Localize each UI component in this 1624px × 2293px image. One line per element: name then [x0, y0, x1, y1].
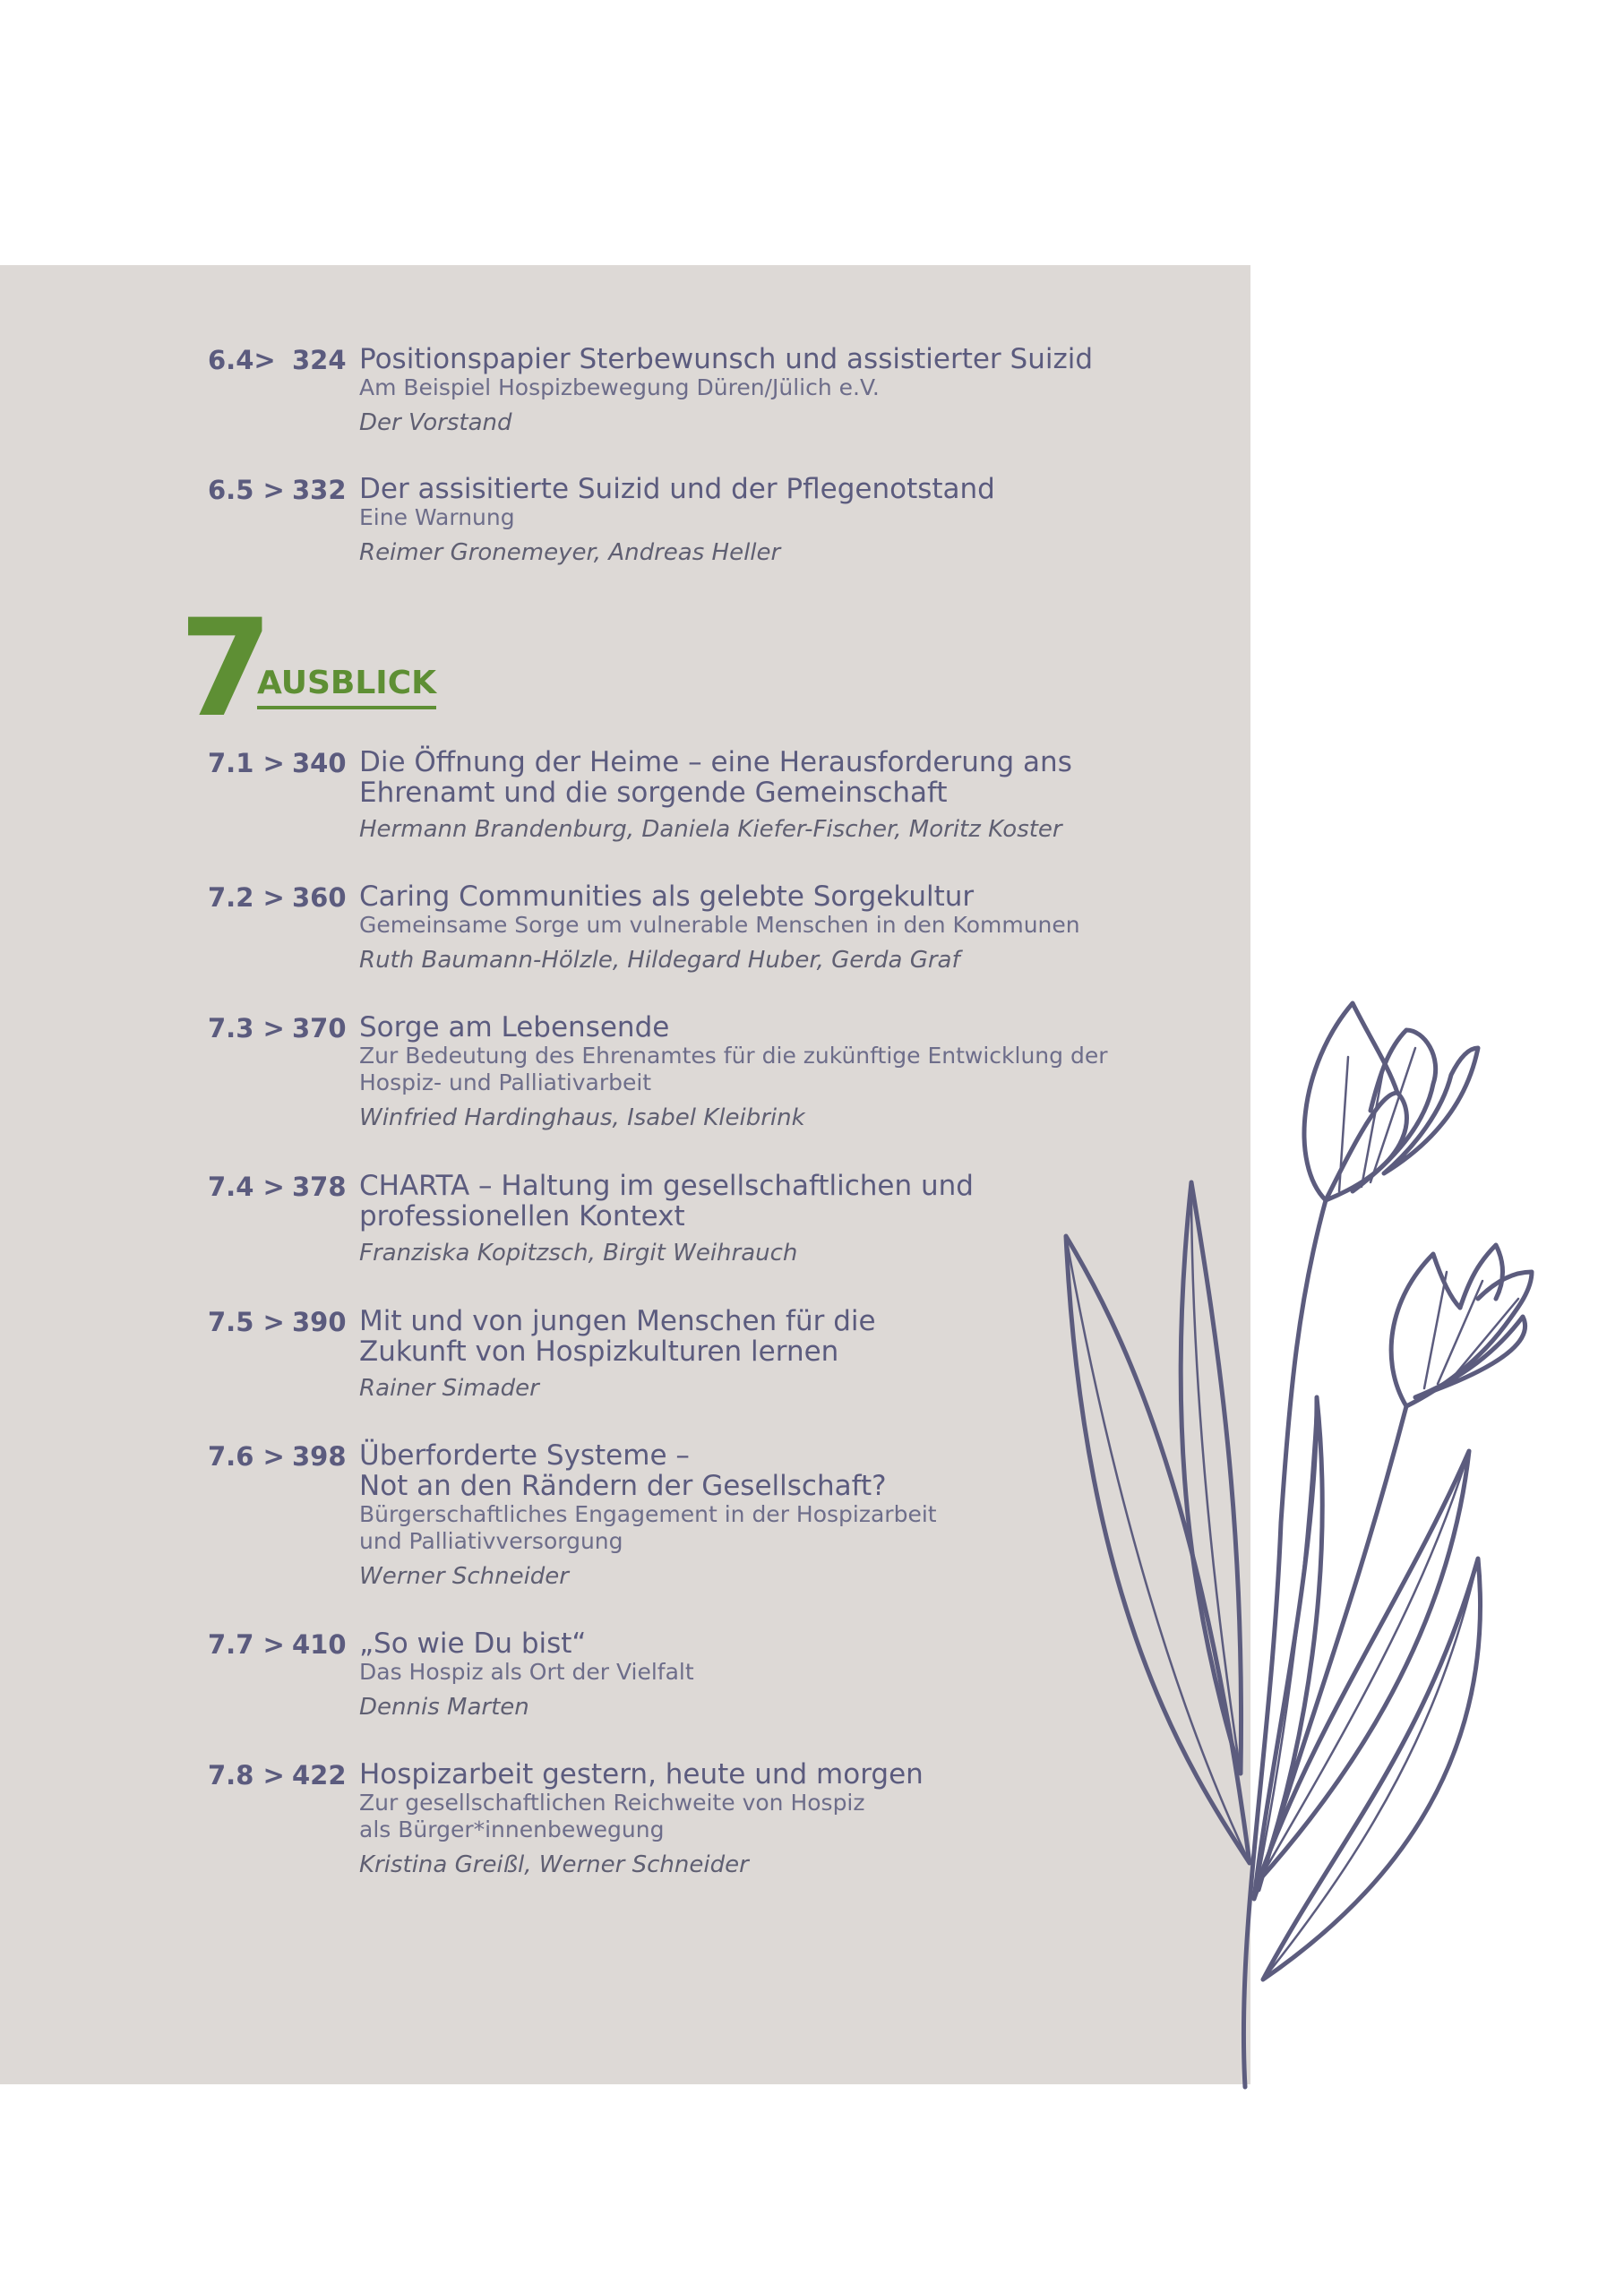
- entry-subtitle: als Bürger*innenbewegung: [359, 1816, 665, 1842]
- entry-author: Reimer Gronemeyer, Andreas Heller: [359, 539, 781, 566]
- page-number: 398: [292, 1441, 347, 1472]
- section-number: 7.5 >: [208, 1307, 285, 1337]
- section-number: 7.8 >: [208, 1760, 285, 1791]
- section-number: 6.5 >: [208, 475, 285, 505]
- entry-title: Not an den Rändern der Gesellschaft?: [359, 1470, 887, 1502]
- entry-title: Die Öffnung der Heime – eine Herausforderung ans: [359, 746, 1072, 778]
- entry-title: Ehrenamt und die sorgende Gemeinschaft: [359, 777, 948, 809]
- entry-author: Franziska Kopitzsch, Birgit Weihrauch: [359, 1240, 798, 1267]
- page-number: 378: [292, 1172, 347, 1202]
- entry-subtitle: Eine Warnung: [359, 504, 515, 530]
- entry-title: Caring Communities als gelebte Sorgekultur: [359, 880, 975, 913]
- page-number: 390: [292, 1307, 347, 1337]
- entry-subtitle: Bürgerschaftliches Engagement in der Hospizarbeit: [359, 1501, 937, 1527]
- entry-author: Winfried Hardinghaus, Isabel Kleibrink: [359, 1104, 805, 1131]
- entry-title: Positionspapier Sterbewunsch und assistierter Suizid: [359, 343, 1094, 375]
- section-number: 7.3 >: [208, 1013, 285, 1043]
- page-number: 360: [292, 882, 347, 913]
- tulip-illustration-icon: [1030, 985, 1550, 2105]
- entry-subtitle: Gemeinsame Sorge um vulnerable Menschen in den Kommunen: [359, 912, 1080, 938]
- entry-title: Überforderte Systeme –: [359, 1439, 690, 1472]
- leaf-vein-icon: [1066, 1236, 1250, 1863]
- page-number: 340: [292, 748, 347, 778]
- leaf-icon: [1066, 1236, 1250, 1863]
- entry-title: Sorge am Lebensende: [359, 1011, 670, 1043]
- chapter-number: 7: [179, 591, 273, 747]
- section-number: 7.1 >: [208, 748, 285, 778]
- entry-author: Kristina Greißl, Werner Schneider: [359, 1851, 749, 1878]
- entry-subtitle: und Palliativversorgung: [359, 1528, 623, 1554]
- section-number: 7.2 >: [208, 882, 285, 913]
- page-number: 370: [292, 1013, 347, 1043]
- entry-subtitle: Zur gesellschaftlichen Reichweite von Hospiz: [359, 1790, 865, 1816]
- entry-author: Rainer Simader: [359, 1375, 539, 1402]
- page-number: 422: [292, 1760, 347, 1791]
- section-number: 6.4>: [208, 345, 276, 375]
- entry-title: Hospizarbeit gestern, heute und morgen: [359, 1758, 924, 1791]
- tulip-petal-icon: [1384, 1048, 1478, 1173]
- section-number: 7.7 >: [208, 1629, 285, 1660]
- entry-author: Ruth Baumann-Hölzle, Hildegard Huber, Gerda Graf: [359, 947, 960, 974]
- entry-subtitle: Zur Bedeutung des Ehrenamtes für die zukünftige Entwicklung der: [359, 1043, 1108, 1069]
- entry-title: „So wie Du bist“: [359, 1627, 587, 1660]
- entry-subtitle: Das Hospiz als Ort der Vielfalt: [359, 1659, 694, 1685]
- entry-subtitle: Hospiz- und Palliativarbeit: [359, 1069, 652, 1095]
- entry-author: Dennis Marten: [359, 1694, 529, 1721]
- entry-title: professionellen Kontext: [359, 1200, 685, 1232]
- page-number: 410: [292, 1629, 347, 1660]
- entry-subtitle: Am Beispiel Hospizbewegung Düren/Jülich e.V.: [359, 374, 880, 400]
- entry-author: Werner Schneider: [359, 1563, 569, 1590]
- page-number: 324: [292, 345, 347, 375]
- entry-title: Der assisitierte Suizid und der Pflegenotstand: [359, 473, 995, 505]
- page-number: 332: [292, 475, 347, 505]
- section-number: 7.4 >: [208, 1172, 285, 1202]
- entry-title: Zukunft von Hospizkulturen lernen: [359, 1335, 839, 1368]
- entry-author: Der Vorstand: [359, 409, 512, 436]
- section-number: 7.6 >: [208, 1441, 285, 1472]
- entry-author: Hermann Brandenburg, Daniela Kiefer-Fischer, Moritz Koster: [359, 816, 1062, 843]
- chapter-title: AUSBLICK: [257, 665, 436, 709]
- entry-title: CHARTA – Haltung im gesellschaftlichen und: [359, 1170, 974, 1202]
- leaf-icon: [1181, 1182, 1241, 1773]
- entry-title: Mit und von jungen Menschen für die: [359, 1305, 876, 1337]
